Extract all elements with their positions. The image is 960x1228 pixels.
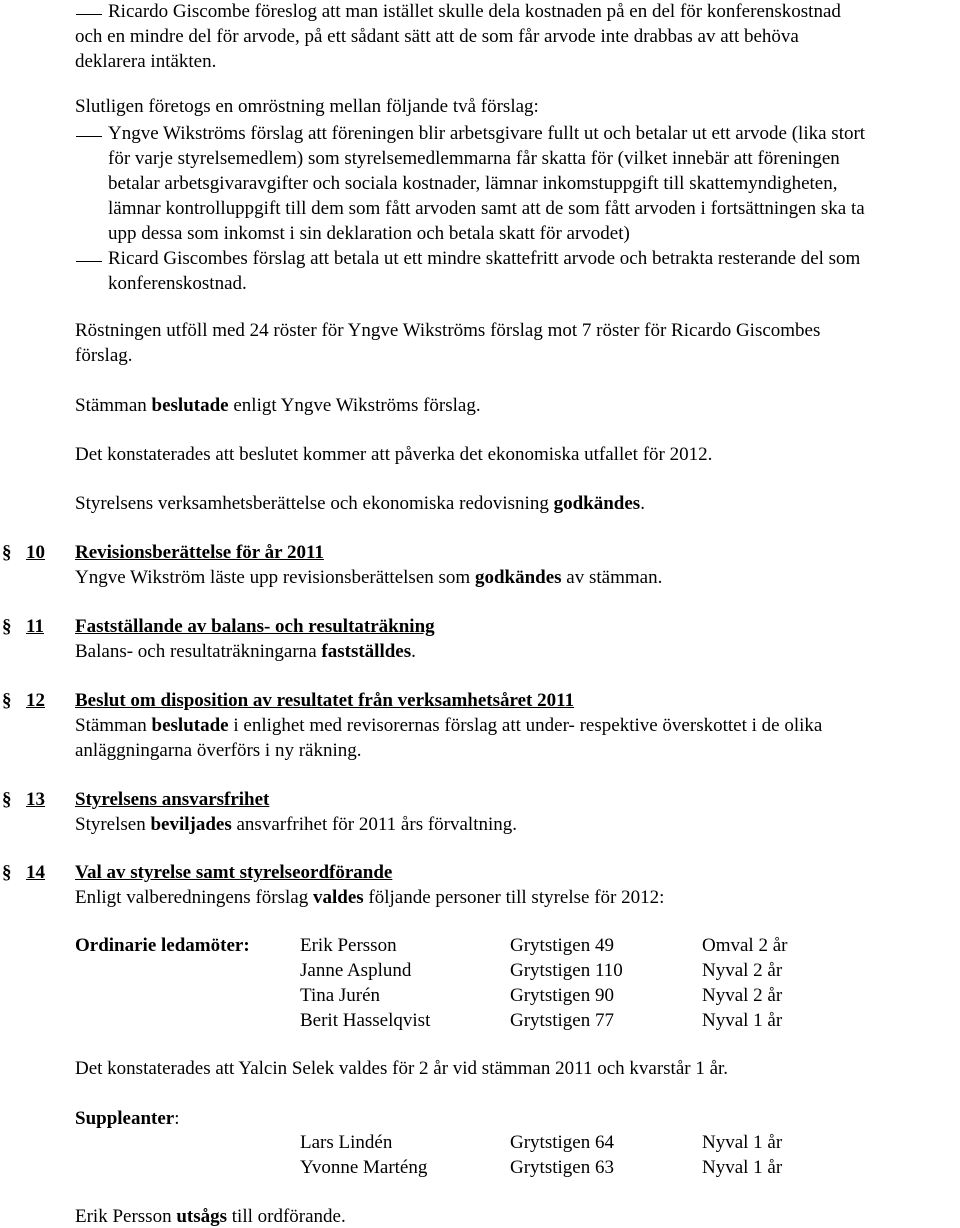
deputies-colon: :: [174, 1108, 180, 1129]
decision-text: enligt Yngve Wikströms förslag.: [228, 395, 481, 416]
report-text: .: [640, 493, 645, 514]
body-text: Stämman: [75, 715, 152, 736]
member-address: Grytstigen 110: [510, 960, 623, 981]
body-keyword: valdes: [312, 887, 364, 908]
deputy-name: Yvonne Marténg: [300, 1157, 428, 1178]
member-status: Omval 2 år: [702, 935, 788, 956]
yngve-proposal-line-5: upp dessa som inkomst i sin deklaration och betala skatt för arvodet): [108, 223, 630, 244]
member-name: Janne Asplund: [300, 960, 412, 981]
yngve-proposal-line-3: betalar arbetsgivaravgifter och sociala kostnader, lämnar inkomstuppgift till skattemyndigheten,: [108, 173, 838, 194]
member-status: Nyval 1 år: [702, 1010, 783, 1031]
body-text: Styrelsen: [75, 814, 151, 835]
section-number: 13: [26, 789, 45, 810]
vote-result-line-1: Röstningen utföll med 24 röster för Yngve Wikströms förslag mot 7 röster för Ricardo Giscombes: [75, 320, 821, 341]
decision-line: [75, 395, 481, 417]
ricardo-item-line-1: Ricardo Giscombe föreslog att man istället skulle dela kostnaden på en del för konferenskostnad: [108, 1, 841, 22]
list-dash: [76, 136, 102, 137]
ricard-proposal-line-1: Ricard Giscombes förslag att betala ut ett mindre skattefritt arvode och betrakta resterande del som: [108, 248, 861, 269]
section-11-body: [75, 641, 416, 663]
ricard-proposal-line-2: konferenskostnad.: [108, 273, 247, 294]
section-12-body: [75, 715, 822, 737]
section-12-body-line-2: anläggningarna överförs i ny räkning.: [75, 740, 362, 761]
body-text: Yngve Wikström läste upp revisionsberättelsen som: [75, 567, 475, 588]
selek-note: Det konstaterades att Yalcin Selek valdes för 2 år vid stämman 2011 och kvarstår 1 år.: [75, 1058, 729, 1079]
deputies-label: Suppleanter: [75, 1108, 175, 1129]
deputy-name: Lars Lindén: [300, 1132, 393, 1153]
section-13-heading: [0, 789, 960, 814]
section-sign: §: [2, 542, 12, 563]
ordinary-members-label: Ordinarie ledamöter:: [75, 935, 250, 956]
section-title: Revisionsberättelse för år 2011: [75, 542, 324, 563]
section-title: Fastställande av balans- och resultaträkning: [75, 616, 435, 637]
deputy-address: Grytstigen 64: [510, 1132, 614, 1153]
section-11-heading: [0, 616, 960, 641]
section-sign: §: [2, 789, 12, 810]
section-title: Val av styrelse samt styrelseordförande: [75, 862, 393, 883]
member-address: Grytstigen 90: [510, 985, 614, 1006]
deputies-label-line: [75, 1108, 180, 1130]
vote-intro: Slutligen företogs en omröstning mellan följande två förslag:: [75, 96, 539, 117]
section-number: 14: [26, 862, 45, 883]
member-address: Grytstigen 77: [510, 1010, 614, 1031]
section-13-body: [75, 814, 517, 836]
body-text: följande personer till styrelse för 2012:: [363, 887, 665, 908]
body-text: av stämman.: [561, 567, 663, 588]
chair-keyword: utsågs: [176, 1206, 228, 1227]
section-title: Beslut om disposition av resultatet från verksamhetsåret 2011: [75, 690, 575, 711]
body-text: Enligt valberedningens förslag: [75, 887, 313, 908]
decision-keyword: beslutade: [151, 395, 229, 416]
section-title: Styrelsens ansvarsfrihet: [75, 789, 270, 810]
economy-note: Det konstaterades att beslutet kommer att påverka det ekonomiska utfallet för 2012.: [75, 444, 713, 465]
section-sign: §: [2, 862, 12, 883]
yngve-proposal-line-2: för varje styrelsemedlem) som styrelsemedlemmarna får skatta för (vilket innebär att föreningen: [108, 148, 840, 169]
body-text: Balans- och resultaträkningarna: [75, 641, 322, 662]
section-10-body: [75, 567, 662, 589]
yngve-proposal-line-1: Yngve Wikströms förslag att föreningen blir arbetsgivare fullt ut och betalar ut ett arvode (lika stort: [108, 123, 866, 144]
list-dash: [76, 14, 102, 15]
decision-text: Stämman: [75, 395, 152, 416]
body-keyword: beslutade: [151, 715, 229, 736]
report-approval: [75, 493, 645, 515]
ricardo-item-line-2: och en mindre del för arvode, på ett sådant sätt att de som får arvode inte drabbas av att behöva: [75, 26, 799, 47]
report-text: Styrelsens verksamhetsberättelse och ekonomiska redovisning: [75, 493, 554, 514]
member-status: Nyval 2 år: [702, 985, 783, 1006]
member-name: Erik Persson: [300, 935, 397, 956]
member-status: Nyval 2 år: [702, 960, 783, 981]
yngve-proposal-line-4: lämnar kontrolluppgift till dem som fått arvoden samt att de som fått arvoden i fortsättningen ska ta: [108, 198, 865, 219]
chair-text: Erik Persson: [75, 1206, 177, 1227]
chair-text: till ordförande.: [227, 1206, 346, 1227]
ricardo-item-line-3: deklarera intäkten.: [75, 51, 217, 72]
body-text: .: [411, 641, 416, 662]
section-number: 12: [26, 690, 45, 711]
section-sign: §: [2, 690, 12, 711]
section-number: 10: [26, 542, 45, 563]
body-text: i enlighet med revisorernas förslag att under- respektive överskottet i de olika: [228, 715, 823, 736]
report-keyword: godkändes: [553, 493, 641, 514]
section-12-heading: [0, 690, 960, 715]
section-14-heading: [0, 862, 960, 887]
body-keyword: godkändes: [474, 567, 562, 588]
deputy-status: Nyval 1 år: [702, 1157, 783, 1178]
body-keyword: fastställdes: [321, 641, 412, 662]
deputy-status: Nyval 1 år: [702, 1132, 783, 1153]
body-keyword: beviljades: [150, 814, 232, 835]
member-name: Berit Hasselqvist: [300, 1010, 431, 1031]
section-number: 11: [26, 616, 44, 637]
member-name: Tina Jurén: [300, 985, 381, 1006]
member-address: Grytstigen 49: [510, 935, 614, 956]
vote-result-line-2: förslag.: [75, 345, 133, 366]
section-sign: §: [2, 616, 12, 637]
chair-line: [75, 1206, 346, 1228]
body-text: ansvarfrihet för 2011 års förvaltning.: [231, 814, 518, 835]
section-10-heading: [0, 542, 960, 567]
deputy-address: Grytstigen 63: [510, 1157, 614, 1178]
list-dash: [76, 261, 102, 262]
section-14-body: [75, 887, 664, 909]
